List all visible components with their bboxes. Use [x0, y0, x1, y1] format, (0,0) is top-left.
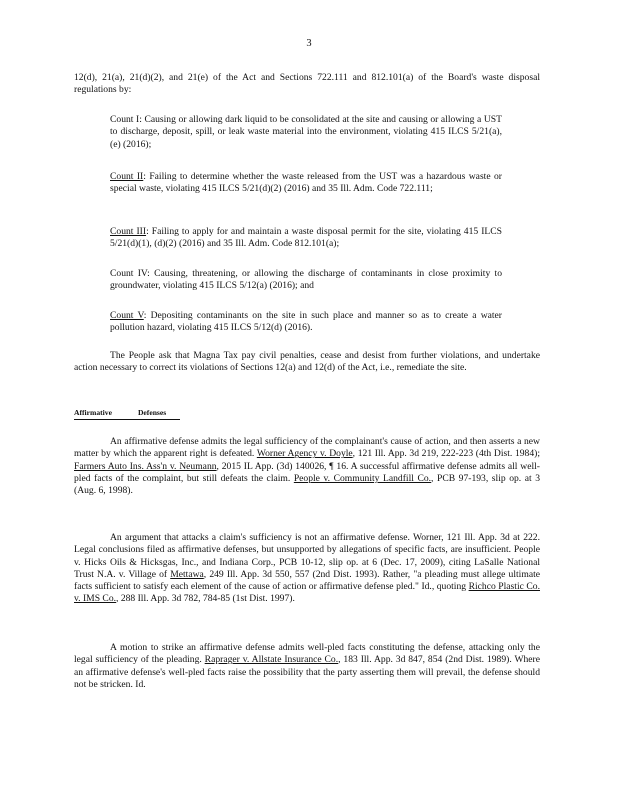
count-text: : Failing to determine whether the waste released from the UST was a hazardous waste or special waste, violating 415 ILCS 5/21(d)(2) (2016) and 35 Ill. Adm. Code 722.111;: [110, 171, 502, 195]
paragraph-text: , 121 Ill. App. 3d 219, 222-223 (4th Dist. 1984);: [352, 448, 540, 460]
intro-paragraph: 12(d), 21(a), 21(d)(2), and 21(e) of the Act and Sections 722.111 and 812.101(a) of the Board's waste disposal regulations by:: [74, 72, 540, 96]
section-heading: [74, 408, 180, 420]
count-item: [110, 114, 502, 151]
paragraph-text: An affirmative defense admits the legal sufficiency of the complainant's cause of action, and then asserts a new matter by which the apparent right is defeated.: [74, 436, 540, 460]
case-citation: Mettawa: [170, 568, 204, 580]
count-label: Count I: [110, 114, 140, 125]
count-label: Count II: [110, 171, 144, 182]
count-label: Count IV: [110, 268, 148, 279]
case-citation: People v. Community Landfill Co.: [293, 472, 432, 484]
paragraph-affirmative-defense: [74, 436, 540, 497]
case-citation: Farmers Auto Ins. Ass'n v. Neumann: [74, 460, 217, 472]
case-citation: Raprager v. Allstate Insurance Co.: [204, 654, 339, 666]
paragraph-text: , PCB 97-193, slip op. at 3 (Aug. 6, 1998).: [74, 472, 541, 497]
paragraph-text: A motion to strike an affirmative defense admits well-pled facts constituting the defense, attacking only the legal sufficiency of the pleading.: [74, 642, 540, 666]
paragraph-text: , 288 Ill. App. 3d 782, 784-85 (1st Dist. 1997).: [116, 593, 295, 605]
count-item: [110, 226, 502, 251]
count-text: : Causing or allowing dark liquid to be consolidated at the site and causing or allowing a UST to discharge, deposit, spill, or leak waste material into the environment, violating 415 ILCS 5/21(a), (e) (2016);: [110, 114, 502, 150]
case-citation: Worner Agency v. Doyle: [256, 448, 353, 460]
paragraph-argument: [74, 532, 540, 606]
count-text: : Causing, threatening, or allowing the discharge of contaminants in close proximity to groundwater, violating 415 ILCS 5/12(a) (2016); and: [110, 268, 502, 292]
count-text: : Depositing contaminants on the site in such place and manner so as to create a water pollution hazard, violating 415 ILCS 5/12(d) (2016).: [110, 310, 502, 334]
paragraph-text: An argument that attacks a claim's sufficiency is not an affirmative defense. Worner, 121 Ill. App. 3d at 222. Legal conclusions filed as affirmative defenses, but unsupported by allegations of specific facts, are insufficient. People v. Hicks Oils & Hicksgas, Inc., and Indiana Corp., PCB 10-12, slip op. at 6 (Dec. 17, 2009), citing LaSalle National Trust N.A. v. Village of: [74, 532, 540, 580]
page-number: 3: [306, 38, 312, 49]
heading-word: Affirmative: [74, 408, 112, 417]
heading-word: Defenses: [137, 408, 167, 417]
count-label: Count V: [110, 310, 144, 321]
paragraph-text: , 249 Ill. App. 3d 550, 557 (2nd Dist. 1993). Rather, "a pleading must allege ultimate facts sufficient to satisfy each element of the cause of action or affirmative defense pled." Id., quoting: [74, 568, 540, 593]
count-item: [110, 310, 502, 335]
count-label: Count III: [110, 226, 147, 237]
paragraph-text: , 2015 IL App. (3d) 140026, ¶ 16. A successful affirmative defense admits all well-pled facts of the complaint, but still defeats the claim.: [74, 460, 540, 484]
count-item: [110, 268, 502, 293]
count-item: [110, 171, 502, 196]
paragraph-motion-to-strike: [74, 642, 540, 691]
prayer-paragraph: The People ask that Magna Tax pay civil penalties, cease and desist from further violations, and undertake action necessary to correct its violations of Sections 12(a) and 12(d) of the Act, i.e., remediate the site.: [74, 350, 540, 374]
count-text: : Failing to apply for and maintain a waste disposal permit for the site, violating 415 ILCS 5/21(d)(1), (d)(2) (2016) and 35 Ill. Adm. Code 812.101(a);: [110, 226, 502, 250]
case-citation: Richco Plastic Co. v. IMS Co.: [74, 581, 540, 605]
paragraph-text: , 183 Ill. App. 3d 847, 854 (2nd Dist. 1989). Where an affirmative defense's well-pled facts raise the possibility that the party asserting them will prevail, the defense should not be stricken. Id.: [74, 654, 541, 690]
